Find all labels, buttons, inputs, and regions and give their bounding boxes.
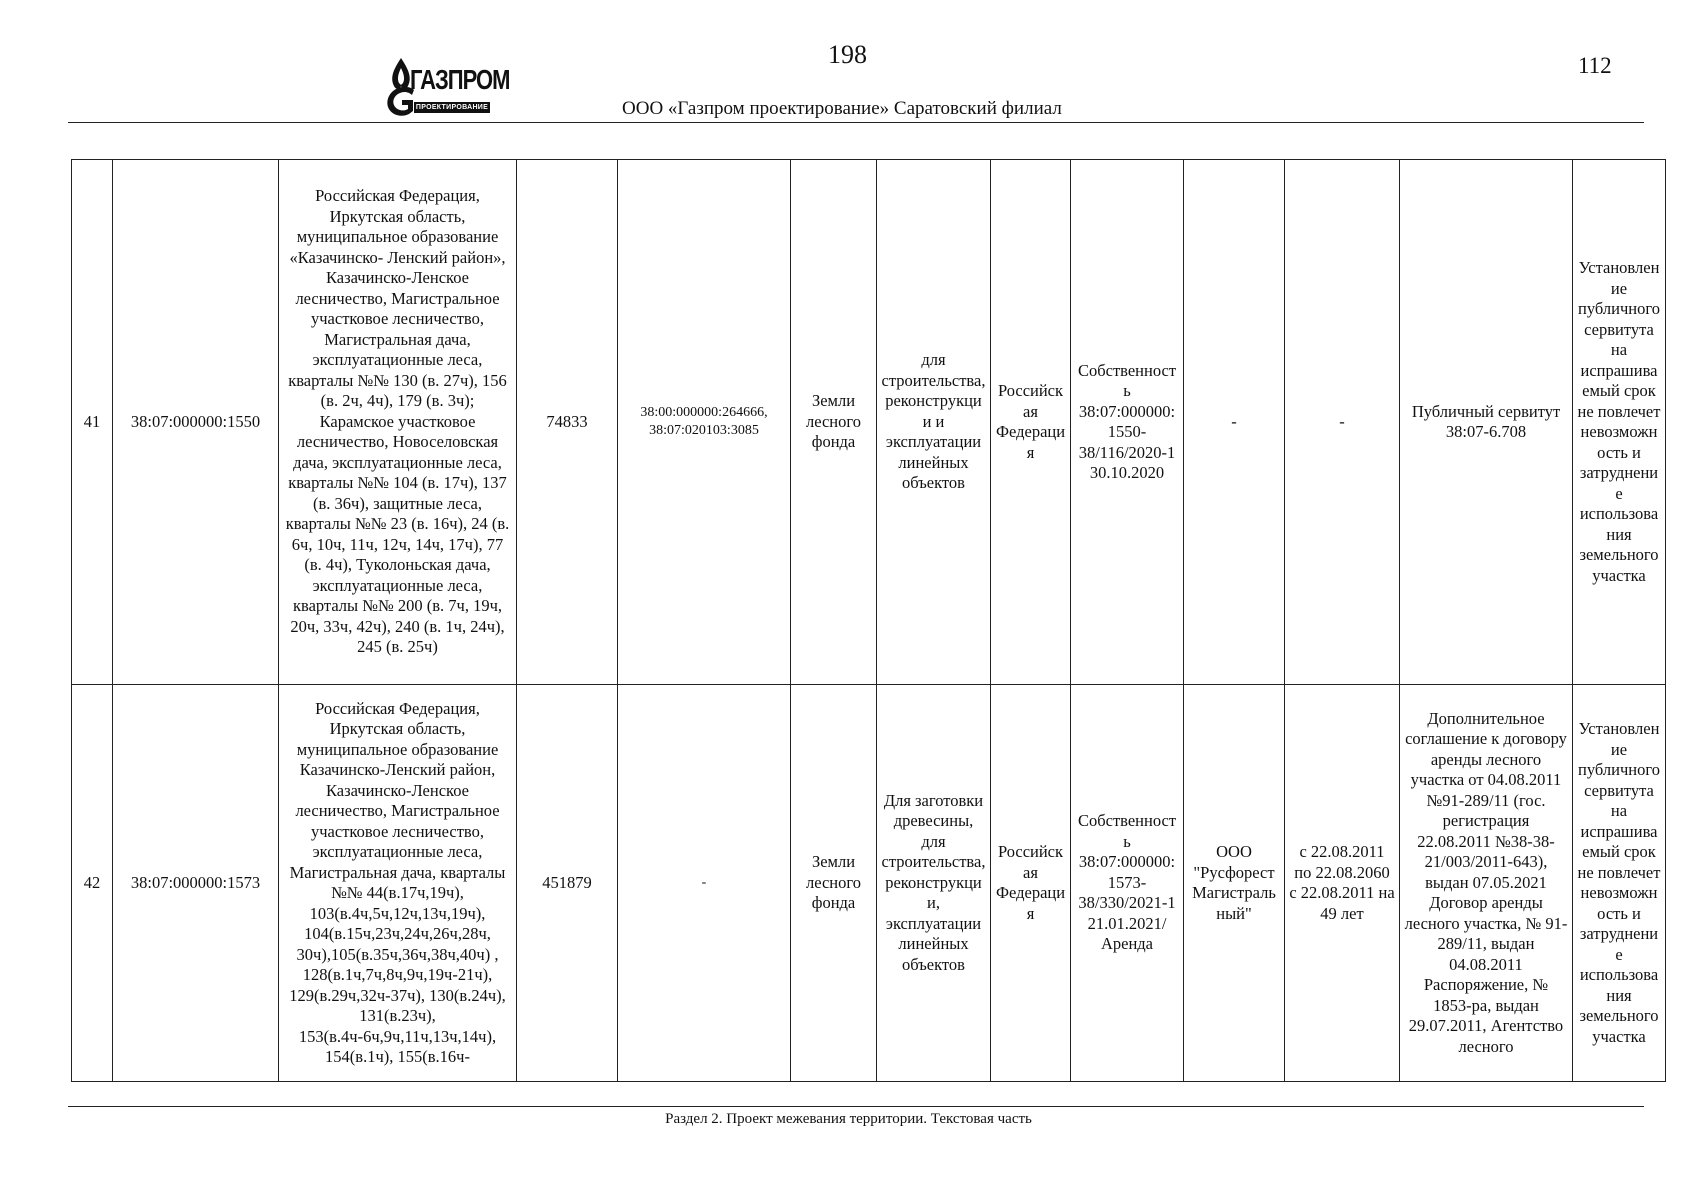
right-cell: Собственность 38:07:000000:1573-38/330/2021-1 21.01.2021/ Аренда — [1071, 685, 1184, 1082]
row-number: 41 — [72, 160, 113, 685]
footer-text: Раздел 2. Проект межевания территории. Текстовая часть — [665, 1111, 1032, 1127]
term-cell: с 22.08.2011 по 22.08.2060 с 22.08.2011 на 49 лет — [1285, 685, 1400, 1082]
location-text: Российская Федерация, Иркутская область, муниципальное образование Казачинско-Ленский район, Казачинско-Ленское лесничество, Магистральное участковое лесничество, эксплуатационные леса, Магистральная дача, кварталы №№ 44(в.17ч,19ч), 103(в.4ч,5ч,12ч,13ч,19ч), 104(в.15ч,23ч,24ч,26ч,28ч, 30ч),105(в.35ч,36ч,38ч,40ч) , 128(в.1ч,7ч,8ч,9ч,19ч-21ч), 129(в.29ч,32ч-37ч), 130(в.24ч), 131(в.23ч), 153(в.4ч-6ч,9ч,11ч,13ч,14ч), 154(в.1ч), 155(в.16ч- — [289, 698, 506, 1066]
encumbrance-cell — [1400, 685, 1573, 1082]
encumbrance-text: Дополнительное соглашение к договору аренды лесного участка от 04.08.2011 №91-289/11 (гос. регистрация 22.08.2011 №38-38-21/003/2011-643), выдан 07.05.2021 Договор аренды лесного участка, № 91-289/11, выдан 04.08.2011 Распоряжение, № 1853-ра, выдан 29.07.2011, Агентство лесного — [1404, 708, 1568, 1056]
permitted-use-cell: Для заготовки древесины, для строительства, реконструкции, эксплуатации линейных объектов — [877, 685, 991, 1082]
page-number-right: 112 — [1578, 53, 1612, 78]
footer-divider — [68, 1106, 1644, 1107]
logo-sub-text: ПРОЕКТИРОВАНИЕ — [415, 104, 489, 111]
holder-cell: ООО "Русфорест Магистральный" — [1184, 685, 1285, 1082]
owner-cell: Российская Федерация — [991, 685, 1071, 1082]
land-category-cell: Земли лесного фонда — [791, 685, 877, 1082]
right-cell: Собственность 38:07:000000:1550-38/116/2020-1 30.10.2020 — [1071, 160, 1184, 685]
included-plots-cell: 38:00:000000:264666, 38:07:020103:3085 — [618, 160, 791, 685]
land-category-cell: Земли лесного фонда — [791, 160, 877, 685]
area-cell: 74833 — [517, 160, 618, 685]
purpose-cell: Установление публичного сервитута на испрашиваемый срок не повлечет невозможность и затруднение использования земельного участка — [1573, 160, 1666, 685]
cadastral-number: 38:07:000000:1573 — [113, 685, 279, 1082]
location-cell: Российская Федерация, Иркутская область, муниципальное образование «Казачинско- Ленский район», Казачинско-Ленское лесничество, Магистральное участковое лесничество, Магистральная дача, эксплуатационные леса, кварталы №№ 130 (в. 27ч), 156 (в. 2ч, 4ч), 179 (в. 3ч); Карамское участковое лесничество, Новоселовская дача, эксплуатационные леса, кварталы №№ 104 (в. 17ч), 137 (в. 36ч), защитные леса, кварталы №№ 23 (в. 16ч), 24 (в. 6ч, 10ч, 11ч, 12ч, 14ч, 17ч), 77 (в. 4ч), Туколоньская дача, эксплуатационные леса, кварталы №№ 200 (в. 7ч, 19ч, 20ч, 33ч, 42ч), 240 (в. 1ч, 24ч), 245 (в. 25ч) — [279, 160, 517, 685]
included-plots-cell: - — [618, 685, 791, 1082]
company-name: ООО «Газпром проектирование» Саратовский филиал — [622, 98, 1062, 119]
permitted-use-cell: для строительства, реконструкции и эксплуатации линейных объектов — [877, 160, 991, 685]
table-row — [72, 160, 1666, 685]
area-cell: 451879 — [517, 685, 618, 1082]
purpose-cell: Установление публичного сервитута на испрашиваемый срок не повлечет невозможность и затруднение использования земельного участка — [1573, 685, 1666, 1082]
land-plots-table — [71, 159, 1666, 1082]
table-row — [72, 685, 1666, 1082]
encumbrance-cell: Публичный сервитут 38:07-6.708 — [1400, 160, 1573, 685]
term-cell: - — [1285, 160, 1400, 685]
gazprom-logo — [384, 56, 510, 118]
header-divider — [68, 122, 1644, 123]
row-number: 42 — [72, 685, 113, 1082]
location-cell — [279, 685, 517, 1082]
page-number-center: 198 — [828, 40, 867, 69]
holder-cell: - — [1184, 160, 1285, 685]
logo-brand-text: ГАЗПРОМ — [410, 64, 510, 96]
owner-cell: Российская Федерация — [991, 160, 1071, 685]
cadastral-number: 38:07:000000:1550 — [113, 160, 279, 685]
